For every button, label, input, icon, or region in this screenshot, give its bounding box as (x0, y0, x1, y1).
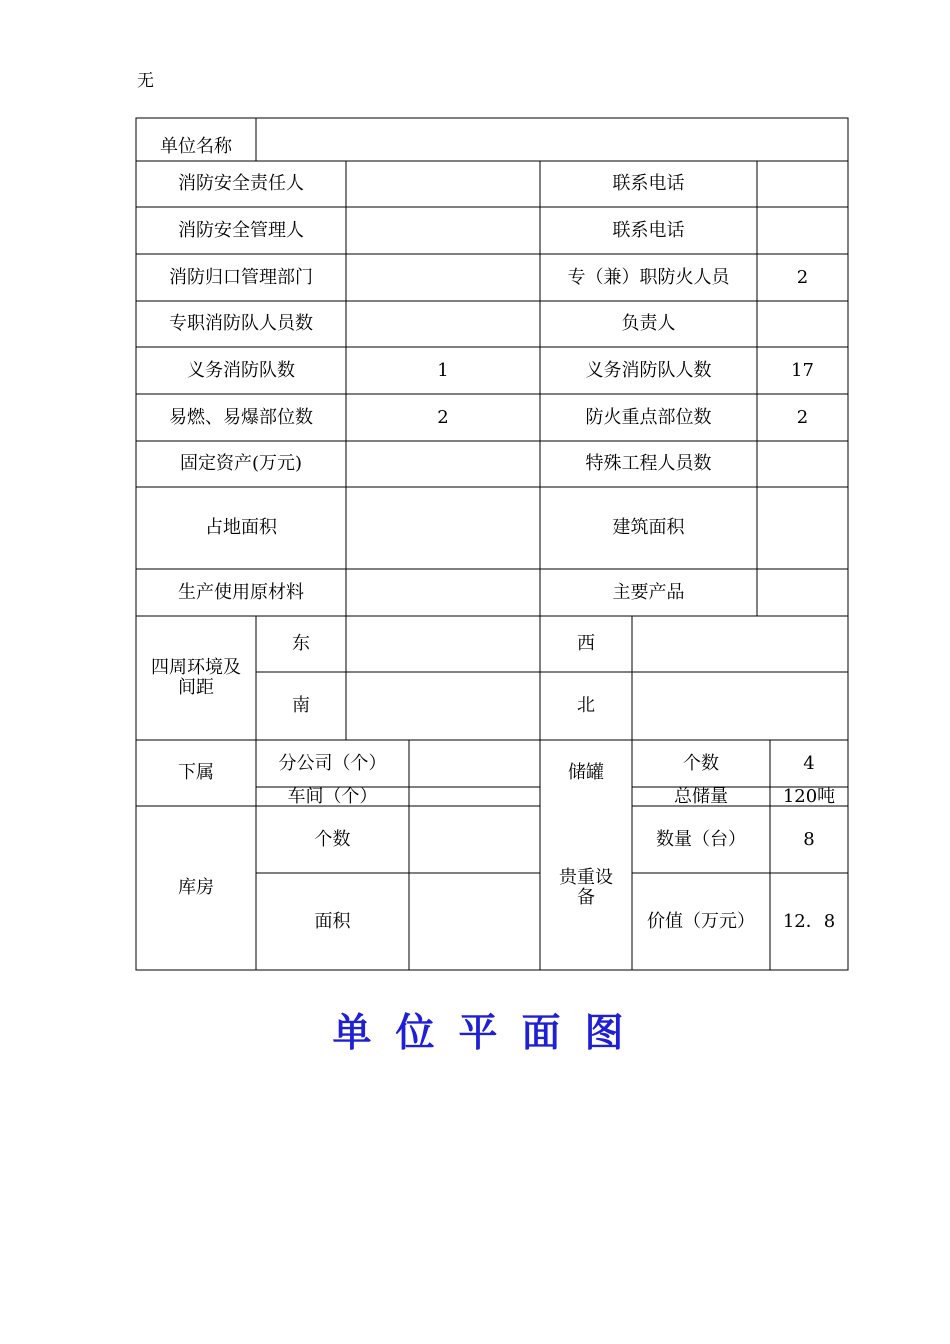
warehouse-label: 库房 (178, 877, 214, 898)
leader-field[interactable] (757, 301, 848, 347)
top-note: 无 (137, 71, 154, 91)
equipment-label-text: 贵重设备 (559, 867, 613, 908)
phone-label-2: 联系电话 (612, 219, 685, 241)
unit-name-label: 单位名称 (160, 135, 232, 157)
warehouse-area-label: 面积 (314, 910, 351, 932)
main-products-label: 主要产品 (612, 581, 685, 603)
branch-field[interactable] (409, 740, 540, 787)
south-label: 南 (292, 695, 310, 716)
volunteer-teams-field[interactable]: 1 (437, 359, 449, 381)
warehouse-count-label: 个数 (314, 828, 351, 850)
fire-dept-field[interactable] (346, 254, 540, 301)
tanks-label: 储罐 (568, 762, 604, 783)
fulltime-brigade-field[interactable] (346, 301, 540, 347)
south-field[interactable] (346, 672, 540, 740)
west-field[interactable] (632, 616, 848, 672)
volunteer-teams-label: 义务消防队数 (187, 359, 295, 381)
volunteer-members-label: 义务消防队人数 (585, 359, 712, 381)
equipment-value-label: 价值（万元） (647, 910, 755, 932)
workshop-label: 车间（个） (287, 785, 378, 807)
fixed-assets-label: 固定资产(万元) (179, 453, 303, 474)
surroundings-label (136, 616, 256, 740)
phone-field-1[interactable] (757, 161, 848, 207)
phone-label-1: 联系电话 (612, 173, 685, 194)
surroundings-label-text: 四周环境及间距 (151, 657, 241, 698)
branch-label: 分公司（个） (278, 752, 387, 774)
fire-safety-responsible-label: 消防安全责任人 (178, 173, 304, 194)
fire-dept-label: 消防归口管理部门 (169, 266, 313, 288)
tank-count-label: 个数 (683, 752, 719, 774)
key-fire-parts-field[interactable]: 2 (796, 406, 809, 428)
equipment-qty-label: 数量（台） (656, 828, 746, 850)
fire-staff-field[interactable]: 2 (796, 266, 809, 288)
flammable-parts-field[interactable]: 2 (437, 406, 449, 428)
land-area-field[interactable] (346, 487, 540, 569)
fire-safety-responsible-field[interactable] (346, 161, 540, 207)
equipment-value-field[interactable]: 12．8 (782, 910, 836, 932)
fire-staff-label: 专（兼）职防火人员 (567, 266, 730, 288)
leader-label: 负责人 (621, 313, 676, 334)
east-field[interactable] (346, 616, 540, 672)
west-label: 西 (577, 633, 595, 654)
building-area-label: 建筑面积 (612, 517, 685, 538)
warehouse-count-field[interactable] (409, 806, 540, 873)
fire-safety-manager-label: 消防安全管理人 (178, 219, 304, 241)
key-fire-parts-label: 防火重点部位数 (585, 406, 712, 428)
fire-safety-manager-field[interactable] (346, 207, 540, 254)
fixed-assets-field[interactable] (346, 441, 540, 487)
plan-title: 单位平面图 (332, 1011, 648, 1056)
volunteer-members-field[interactable]: 17 (791, 359, 814, 381)
equipment-qty-field[interactable]: 8 (803, 828, 815, 850)
main-products-field[interactable] (757, 569, 848, 616)
workshop-field[interactable] (409, 787, 540, 806)
tank-count-field[interactable]: 4 (803, 752, 815, 774)
north-field[interactable] (632, 672, 848, 740)
phone-field-2[interactable] (757, 207, 848, 254)
tank-storage-field[interactable]: 120吨 (782, 785, 836, 807)
equipment-label (540, 806, 632, 970)
fulltime-brigade-label: 专职消防队人员数 (169, 313, 313, 334)
warehouse-area-field[interactable] (409, 873, 540, 970)
unit-name-field[interactable] (256, 118, 848, 161)
north-label: 北 (577, 695, 595, 716)
raw-materials-field[interactable] (346, 569, 540, 616)
special-workers-label: 特殊工程人员数 (585, 453, 712, 474)
east-label: 东 (292, 633, 310, 654)
subordinate-label: 下属 (178, 762, 214, 783)
raw-materials-label: 生产使用原材料 (178, 581, 304, 603)
flammable-parts-label: 易燃、易爆部位数 (169, 406, 313, 428)
building-area-field[interactable] (757, 487, 848, 569)
special-workers-field[interactable] (757, 441, 848, 487)
land-area-label: 占地面积 (205, 517, 277, 538)
tank-storage-label: 总储量 (674, 785, 728, 807)
